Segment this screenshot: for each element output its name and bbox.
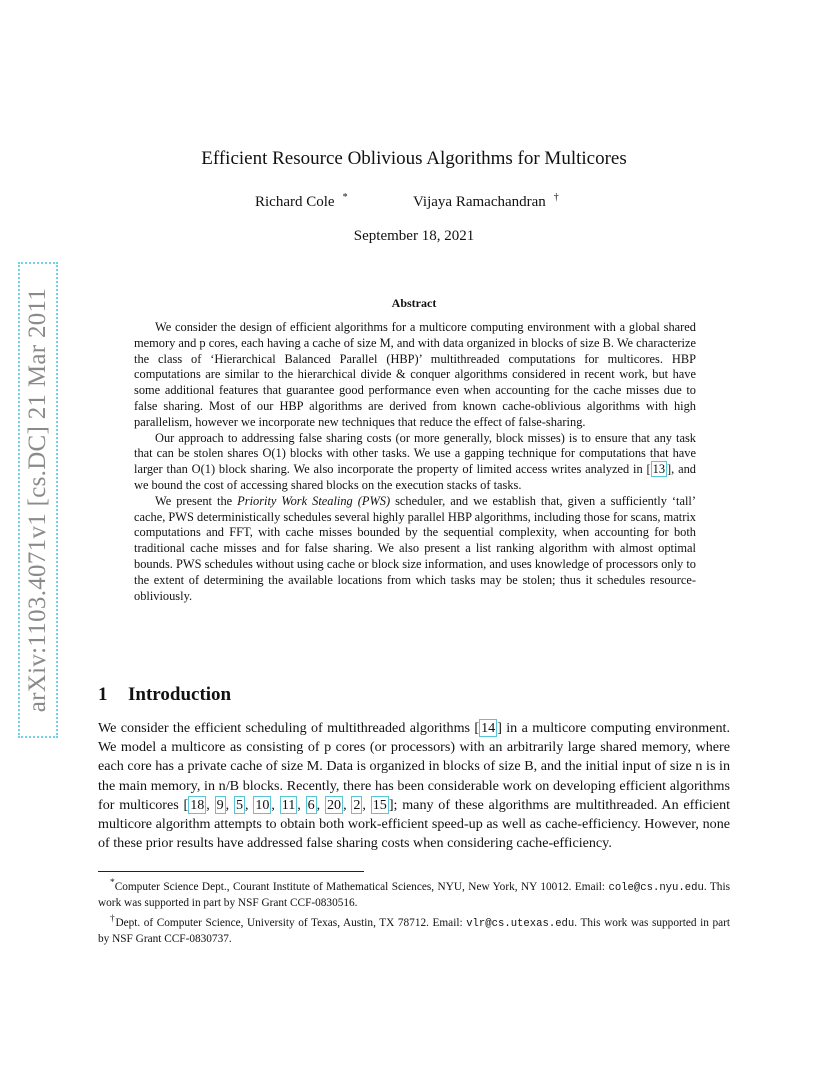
author-footnote-mark[interactable]: † — [553, 192, 559, 203]
intro-paragraph: We consider the efficient scheduling of multithreaded algorithms [ 14 ] in a multicore computing environment. We model a multicore as consisting of p cores (or processors) with an arbitrarily large shared memory, where each core has a private cache of size M. Data is organized in blocks of size B, and the initial input of size n is in the main memory, in n/B blocks. Recently, there has been considerable work on developing efficient algorithms for multicores [ 18 , 9 , 5 , 10 , 11 , 6 , 20 , 2 , 15 ]; many of these algorithms are multithreaded. An efficient multicore algorithm attempts to obtain both work-efficient speed-up as well as cache-efficiency. However, none of these prior results have addressed false sharing costs when considering cache-efficiency. — [98, 720, 731, 852]
citation-link[interactable]: 6 — [307, 796, 315, 813]
citation-link[interactable]: 18 — [190, 796, 205, 813]
arxiv-id[interactable]: arXiv:1103.4071v1 [cs.DC] 21 Mar 2011 — [24, 287, 51, 713]
citation-link[interactable]: 11 — [281, 796, 296, 813]
abstract-paragraph-2: Our approach to addressing false sharing costs (or more generally, block misses) is to ensure that any task that can be stolen shares O(1) blocks with other tasks. We use a gapping technique for computations that have larger than O(1) block sharing. We also incorporate the property of limited access writes analyzed in [ 13 ], and we bound the cost of accessing shared blocks on the execution stacks of tasks. — [134, 430, 696, 492]
arxiv-stamp[interactable] — [18, 262, 58, 738]
author-2 — [413, 192, 559, 211]
abstract-heading: Abstract — [391, 296, 437, 310]
author-footnote-mark[interactable]: * — [342, 192, 348, 203]
author-name: Vijaya Ramachandran — [413, 194, 546, 210]
scheduler-name: Priority Work Stealing (PWS) — [237, 493, 391, 508]
citation-link[interactable]: 20 — [326, 796, 342, 813]
citation-link[interactable]: 10 — [255, 796, 270, 813]
citation-group: [ 18 , 9 , 5 , 10 , 11 , 6 , 20 , 2 , 15 ] — [183, 796, 394, 813]
section-title: Introduction — [128, 684, 232, 705]
introduction-body — [98, 719, 730, 853]
paper-title: Efficient Resource Oblivious Algorithms for Multicores — [201, 148, 627, 169]
citation-link[interactable]: 14 — [481, 720, 496, 736]
footnote-2: †Dept. of Computer Science, University of Texas, Austin, TX 78712. Email: vlr@cs.utexas.edu. This work was supported in part by NSF Grant CCF-0830737. — [98, 913, 731, 945]
footnote-divider — [98, 871, 364, 872]
citation-link[interactable]: 2 — [353, 796, 361, 813]
abstract-paragraph-3: We present the Priority Work Stealing (PWS) scheduler, and we establish that, given a sufficiently ‘tall’ cache, PWS deterministically schedules several highly parallel HBP algorithms, including those for scans, matrix computations and FFT, with cache misses bounded by the sequential complexity, when accounting for both traditional cache misses and for false sharing. We also present a list ranking algorithm with almost optimal bounds. PWS schedules without using cache or block size information, and uses knowledge of processors only to the extent of determining the available locations from which tasks may be stolen; thus it schedules resource-obliviously. — [134, 493, 696, 603]
section-number: 1 — [98, 684, 108, 705]
author-1 — [255, 192, 348, 211]
email-link[interactable]: cole@cs.nyu.edu — [608, 881, 704, 894]
abstract-paragraph-1: We consider the design of efficient algorithms for a multicore computing environment with a global shared memory and p cores, each having a cache of size M, and with data organized in blocks of size B. We characterize the class of ‘Hierarchical Balanced Parallel (HBP)’ multithreaded computations for multicores. HBP computations are similar to the hierarchical divide & conquer algorithms considered in recent work, but have some additional features that guarantee good performance even when accounting for the cache misses due to false sharing. Most of our HBP algorithms are derived from known cache-oblivious algorithms with high parallelism, however we incorporate new techniques that reduce the effect of false-sharing. — [134, 320, 696, 429]
citation-link[interactable]: 5 — [235, 796, 243, 813]
citation-link[interactable]: 15 — [372, 796, 387, 813]
footnotes — [98, 876, 730, 948]
email-link[interactable]: vlr@cs.utexas.edu — [466, 917, 575, 930]
citation-link[interactable]: 9 — [216, 796, 224, 813]
footnote-1: *Computer Science Dept., Courant Institute of Mathematical Sciences, NYU, New York, NY 10012. Email: cole@cs.nyu.edu. This work was supported in part by NSF Grant CCF-0830516. — [98, 878, 730, 909]
author-name: Richard Cole — [255, 194, 335, 210]
abstract-body — [134, 320, 696, 604]
section-heading — [98, 684, 231, 706]
citation-link[interactable]: 13 — [652, 462, 666, 477]
paper-date: September 18, 2021 — [353, 228, 475, 244]
